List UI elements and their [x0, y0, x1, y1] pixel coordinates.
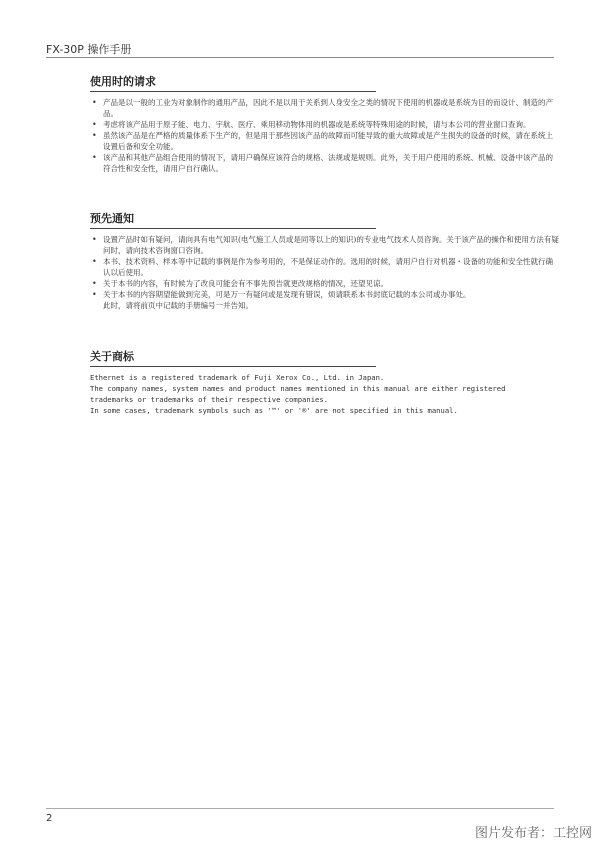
- bullet-item: • 关于本书的内容，有时候为了改良可能会有不事先预告就更改规格的情况，还望见谅。: [90, 278, 560, 289]
- trademark-line: Ethernet is a registered trademark of Fuji Xerox Co., Ltd. in Japan.: [90, 373, 385, 382]
- section-title-trademark: 关于商标: [90, 350, 376, 367]
- bullet-item: • 本书、技术资料、样本等中记载的事例是作为参考用的，不是保证动作的。选用的时候，请用户自行对机器・设备的功能和安全性就行确认以后使用。: [90, 256, 560, 278]
- trademark-line: trademarks or trademarks of their respective companies.: [90, 395, 328, 404]
- section-advance-notice: [90, 212, 560, 311]
- page-number: 2: [46, 813, 53, 824]
- section-usage-requests: [90, 75, 560, 174]
- bullet-item: • 产品是以一般的工业为对象制作的通用产品，因此不是以用于关系到人身安全之类的情况下使用的机器或是系统为目的而设计、制造的产品。: [90, 97, 560, 119]
- notice-note: 此时，请将前页中记载的手册编号一并告知。: [103, 301, 253, 310]
- bullet-item: • 虽然该产品是在严格的质量体系下生产的，但是用于那些因该产品的故障而可能导致的重大故障或是产生损失的设备的时候，请在系统上设置后备和安全功能。: [90, 130, 560, 152]
- bullet-item: • 考虑将该产品用于原子能、电力、宇航、医疗、乘用移动物体用的机器或是系统等特殊用途的时候，请与本公司的营业窗口查询。: [90, 119, 560, 130]
- section-trademarks: [90, 350, 560, 416]
- header-rule: [46, 57, 554, 58]
- bullet-item: • 该产品和其他产品组合使用的情况下，请用户确保应该符合的规格、法规或是规则。此外，关于用户使用的系统、机械、设备中该产品的符合性和安全性，请用户自行确认。: [90, 152, 560, 174]
- bullet-item: • 设置产品时如有疑问，请向具有电气知识(电气施工人员或是同等以上的知识)的专业电气技术人员咨询。关于该产品的操作和使用方法有疑问时，请向技术咨询窗口咨询。: [90, 234, 560, 256]
- section-title-notice: 预先通知: [90, 212, 376, 229]
- footer-rule: [46, 808, 554, 809]
- notice-bullet-list: [90, 234, 560, 300]
- section-title-usage: 使用时的请求: [90, 75, 376, 92]
- trademark-line: The company names, system names and product names mentioned in this manual are either registered: [90, 384, 506, 393]
- trademark-line: In some cases, trademark symbols such as '™' or '®' are not specified in this manual.: [90, 406, 458, 415]
- usage-bullet-list: [90, 97, 560, 174]
- watermark-credit: 图片发布者：工控网: [474, 826, 592, 841]
- bullet-item: • 关于本书的内容期望能做到完美，可是万一有疑问或是发现有错误，烦请联系本书封底记载的本公司或办事处。: [90, 289, 560, 300]
- running-header: FX-30P 操作手册: [46, 43, 132, 56]
